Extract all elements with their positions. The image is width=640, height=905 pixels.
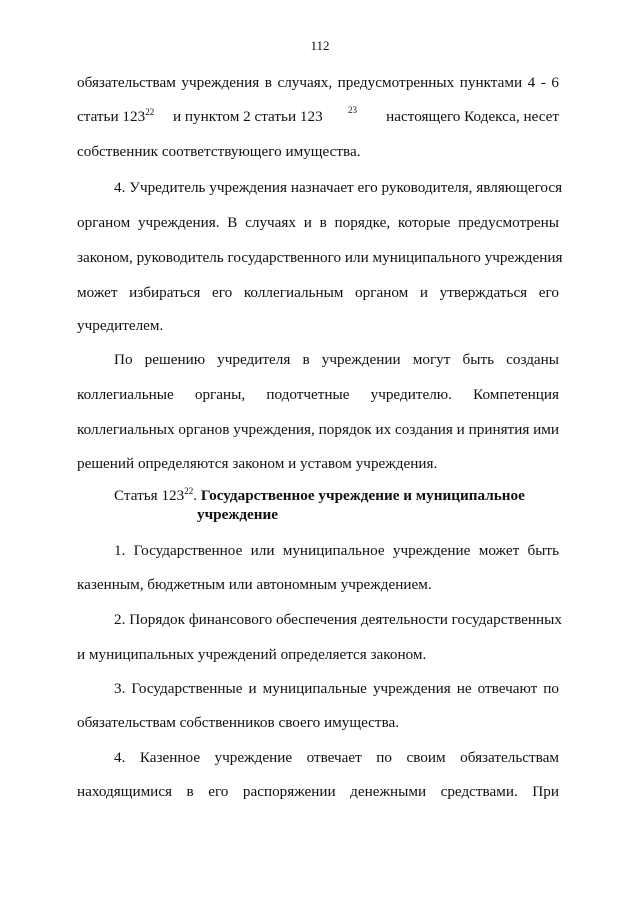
text-line: коллегиальных органов учреждения, порядок их создания и принятия ими xyxy=(77,421,559,438)
text-fragment: настоящего Кодекса, несет xyxy=(386,108,559,125)
text-line: законом, руководитель государственного или муниципального учреждения xyxy=(77,249,563,266)
article-title-line1: Государственное учреждение и муниципальное xyxy=(200,487,525,504)
text-line: может избираться его коллегиальным органом и утверждаться его xyxy=(77,284,559,301)
text-line: собственник соответствующего имущества. xyxy=(77,143,361,160)
text-line: 4. Учредитель учреждения назначает его руководителя, являющегося xyxy=(114,179,563,196)
text-line: 1. Государственное или муниципальное учреждение может быть xyxy=(114,542,559,559)
text-line: обязательствам собственников своего имущества. xyxy=(77,714,400,731)
text-fragment: и пунктом 2 статьи 123 xyxy=(173,108,323,125)
text-line: обязательствам учреждения в случаях, предусмотренных пунктами 4 - 6 xyxy=(77,74,559,91)
text-line: казенным, бюджетным или автономным учреждением. xyxy=(77,576,432,593)
text-line: 4. Казенное учреждение отвечает по своим обязательствам xyxy=(114,749,559,766)
article-heading xyxy=(114,486,544,523)
text-line: находящимися в его распоряжении денежными средствами. При xyxy=(77,783,559,800)
text-line: учредителем. xyxy=(77,317,164,334)
text-line: и муниципальных учреждений определяется законом. xyxy=(77,646,427,663)
superscript: 22 xyxy=(145,107,155,117)
text-line: решений определяются законом и уставом учреждения. xyxy=(77,455,438,472)
superscript-abs: 23 xyxy=(348,105,357,115)
article-title-line2: учреждение xyxy=(197,506,279,523)
text-line: 2. Порядок финансового обеспечения деятельности государственных xyxy=(114,611,562,628)
article-superscript: 22 xyxy=(184,486,194,496)
text-line: По решению учредителя в учреждении могут быть созданы xyxy=(114,351,559,368)
article-label: Статья 123 xyxy=(114,487,185,504)
page-number: 112 xyxy=(310,38,330,53)
text-line: коллегиальные органы, подотчетные учредителю. Компетенция xyxy=(77,386,559,403)
text-line: органом учреждения. В случаях и в порядке, которые предусмотрены xyxy=(77,214,559,231)
text-line xyxy=(77,107,559,126)
text-line: 3. Государственные и муниципальные учреждения не отвечают по xyxy=(114,680,559,697)
text-fragment: статьи 123 xyxy=(77,108,146,125)
article-dot: . xyxy=(193,487,201,504)
